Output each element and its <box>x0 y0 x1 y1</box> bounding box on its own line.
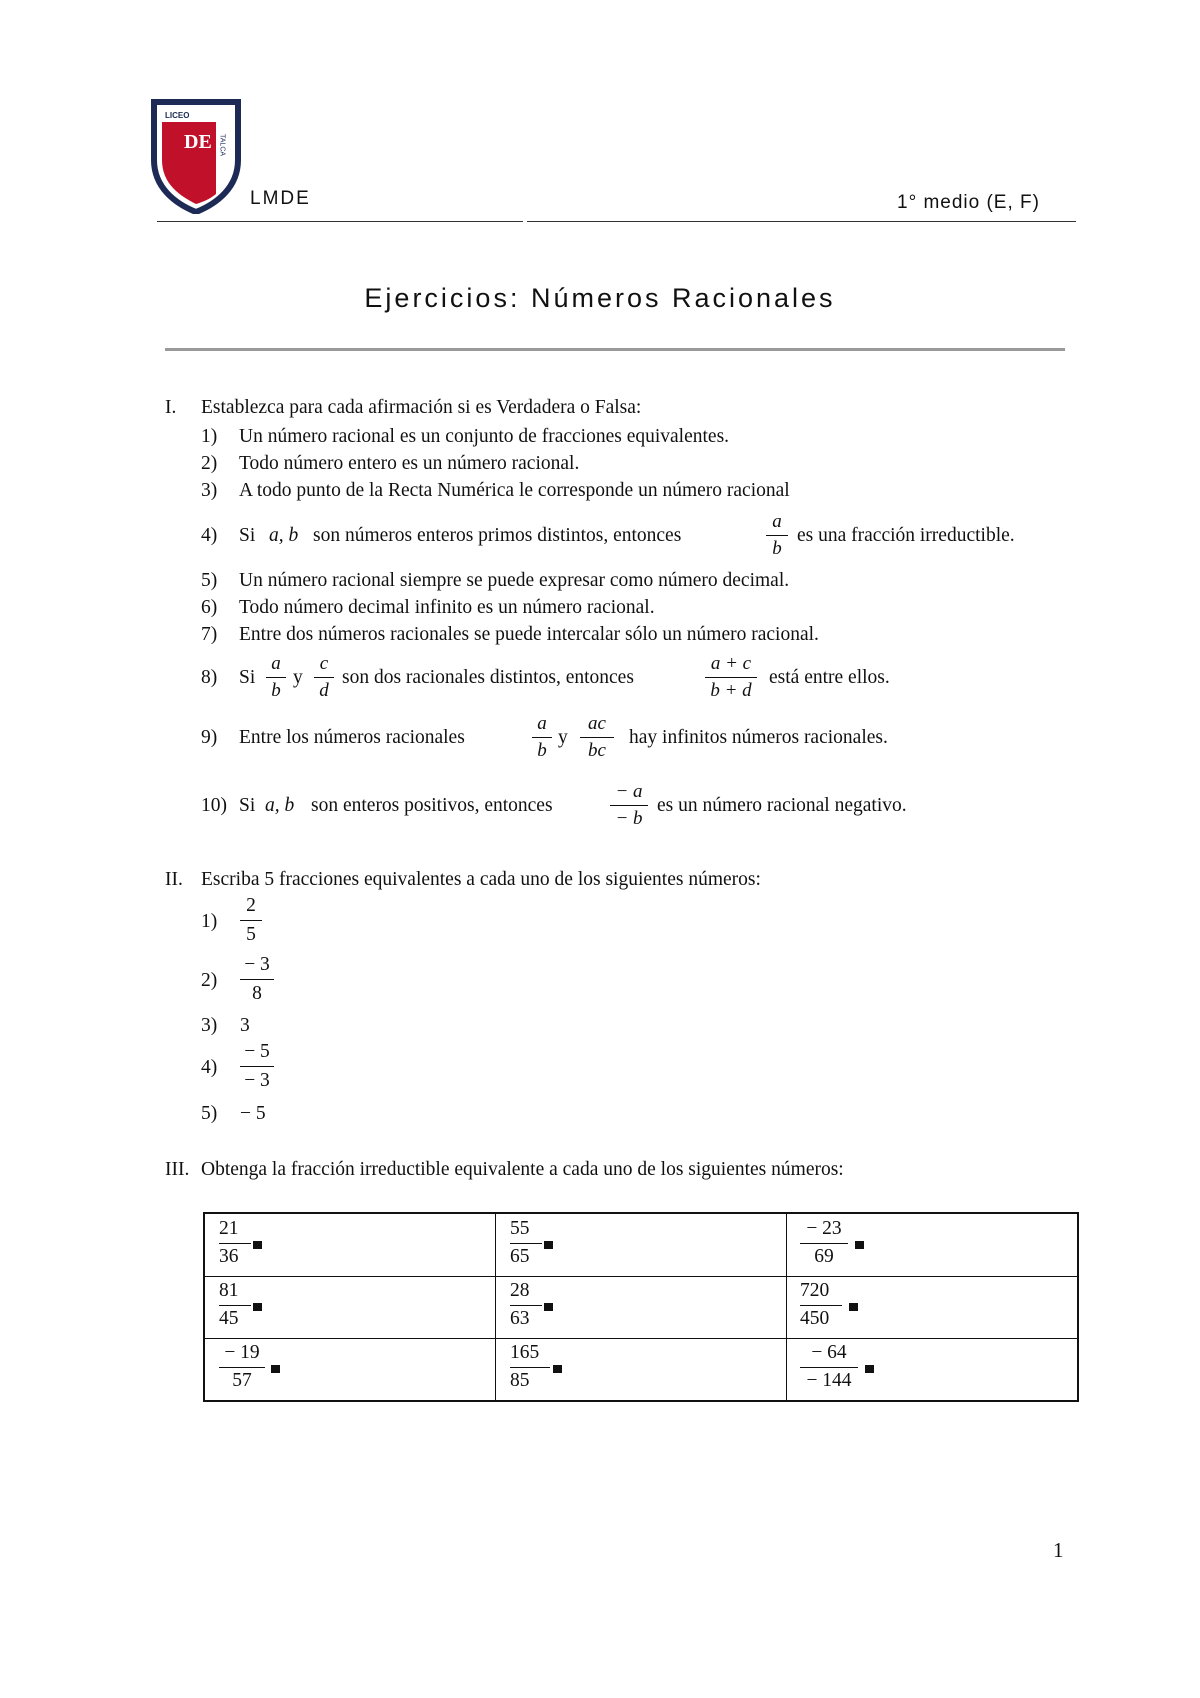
fraction-numerator: 28 <box>510 1280 530 1301</box>
statement-4-fraction <box>766 512 788 559</box>
table-cell-fraction <box>510 1342 550 1392</box>
statement-9-post: hay infinitos números racionales. <box>629 727 888 748</box>
statement-10-fraction <box>610 782 648 829</box>
statement-6-num: 6) <box>201 597 218 618</box>
statement-8-pre: Si <box>239 667 256 688</box>
fraction-numerator: − 3 <box>244 954 270 975</box>
fraction-denominator: 5 <box>246 924 256 945</box>
svg-text:DE: DE <box>184 131 212 153</box>
fraction-denominator: 65 <box>510 1246 530 1267</box>
statement-8-fraction-3 <box>705 654 757 701</box>
statement-5-num: 5) <box>201 570 218 591</box>
title-rule <box>165 348 1065 351</box>
number-4-num: 4) <box>201 1057 218 1078</box>
table-cell-fraction <box>800 1218 848 1268</box>
fraction-denominator: 57 <box>232 1370 252 1391</box>
answer-marker <box>849 1303 858 1311</box>
number-1-fraction <box>240 896 262 945</box>
answer-marker <box>855 1241 864 1249</box>
fraction-numerator: − 19 <box>224 1342 260 1363</box>
statement-9-y: y <box>558 727 568 748</box>
statement-4-mid: son números enteros primos distintos, entonces <box>313 525 682 546</box>
fraction-numerator: 165 <box>510 1342 540 1363</box>
fraction-numerator: c <box>319 653 329 674</box>
section-1-label: I. <box>165 397 177 418</box>
statement-9-fraction-2 <box>580 714 614 761</box>
table-cell-fraction <box>800 1342 858 1392</box>
number-5-value: − 5 <box>240 1103 266 1124</box>
table-cell-fraction <box>219 1280 251 1330</box>
fraction-denominator: 85 <box>510 1370 530 1391</box>
fraction-numerator: − a <box>615 781 643 802</box>
answer-marker <box>253 1241 262 1249</box>
answer-marker <box>271 1365 280 1373</box>
table-col-divider <box>786 1214 787 1400</box>
fraction-numerator: 2 <box>246 895 256 916</box>
section-2-heading: Escriba 5 fracciones equivalentes a cada uno de los siguientes números: <box>201 869 761 890</box>
course-label: 1° medio (E, F) <box>897 192 1040 213</box>
answer-marker <box>553 1365 562 1373</box>
statement-9-pre: Entre los números racionales <box>239 727 465 748</box>
fraction-denominator: 63 <box>510 1308 530 1329</box>
fraction-numerator: a + c <box>710 653 752 674</box>
statement-3-num: 3) <box>201 480 218 501</box>
fraction-numerator: − 23 <box>806 1218 842 1239</box>
number-4-fraction <box>240 1042 274 1091</box>
number-2-fraction <box>240 955 274 1004</box>
statement-2-num: 2) <box>201 453 218 474</box>
number-5-num: 5) <box>201 1103 218 1124</box>
table-cell-fraction <box>219 1218 251 1268</box>
statement-8-mid: son dos racionales distintos, entonces <box>342 667 634 688</box>
table-row-divider <box>205 1338 1077 1339</box>
statement-10-mid: son enteros positivos, entonces <box>311 795 553 816</box>
table-cell-fraction <box>800 1280 842 1330</box>
statement-10-pre: Si <box>239 795 256 816</box>
section-2-label: II. <box>165 869 183 890</box>
statement-10-post: es un número racional negativo. <box>657 795 907 816</box>
statement-8-y: y <box>293 667 303 688</box>
fraction-denominator: − 3 <box>244 1070 270 1091</box>
svg-text:LICEO: LICEO <box>165 111 190 120</box>
fraction-numerator: 720 <box>800 1280 830 1301</box>
fraction-denominator: 450 <box>800 1308 830 1329</box>
header-rule-left <box>157 221 523 222</box>
section-3-label: III. <box>165 1159 190 1180</box>
statement-4-vars: a, b <box>269 525 299 546</box>
fraction-denominator: bc <box>588 740 606 761</box>
statement-4-post: es una fracción irreductible. <box>797 525 1015 546</box>
statement-8-fraction-1 <box>266 654 286 701</box>
statement-8-num: 8) <box>201 667 218 688</box>
fraction-numerator: a <box>537 713 547 734</box>
answer-marker <box>253 1303 262 1311</box>
statement-4-num: 4) <box>201 525 218 546</box>
fraction-denominator: b + d <box>710 680 752 701</box>
section-1-heading: Establezca para cada afirmación si es Verdadera o Falsa: <box>201 397 642 418</box>
fraction-denominator: − b <box>615 808 643 829</box>
page-number: 1 <box>1053 1538 1064 1562</box>
statement-3-text: A todo punto de la Recta Numérica le corresponde un número racional <box>239 480 790 501</box>
fraction-denominator: b <box>271 680 281 701</box>
fraction-table <box>203 1212 1079 1402</box>
statement-8-post: está entre ellos. <box>769 667 890 688</box>
page-title: Ejercicios: Números Racionales <box>364 283 836 313</box>
statement-7-text: Entre dos números racionales se puede intercalar sólo un número racional. <box>239 624 819 645</box>
fraction-numerator: 55 <box>510 1218 530 1239</box>
statement-1-text: Un número racional es un conjunto de fracciones equivalentes. <box>239 426 730 447</box>
statement-5-text: Un número racional siempre se puede expresar como número decimal. <box>239 570 790 591</box>
svg-text:TALCA: TALCA <box>218 134 226 157</box>
table-col-divider <box>495 1214 496 1400</box>
statement-10-vars: a, b <box>265 795 295 816</box>
fraction-numerator: a <box>772 511 782 532</box>
statement-2-text: Todo número entero es un número racional. <box>239 453 580 474</box>
statement-9-num: 9) <box>201 727 218 748</box>
school-name: LMDE <box>250 188 311 209</box>
section-3-heading: Obtenga la fracción irreductible equivalente a cada uno de los siguientes números: <box>201 1159 844 1180</box>
number-3-num: 3) <box>201 1015 218 1036</box>
fraction-denominator: d <box>319 680 329 701</box>
statement-6-text: Todo número decimal infinito es un número racional. <box>239 597 655 618</box>
answer-marker <box>544 1303 553 1311</box>
fraction-numerator: − 5 <box>244 1041 270 1062</box>
statement-4-pre: Si <box>239 525 256 546</box>
fraction-numerator: a <box>271 653 281 674</box>
header-rule-right <box>527 221 1076 222</box>
fraction-denominator: − 144 <box>806 1370 852 1391</box>
fraction-denominator: 45 <box>219 1308 239 1329</box>
number-3-value: 3 <box>240 1015 250 1036</box>
fraction-denominator: 36 <box>219 1246 239 1267</box>
statement-10-num: 10) <box>201 795 227 816</box>
number-1-num: 1) <box>201 911 218 932</box>
fraction-numerator: 21 <box>219 1218 239 1239</box>
fraction-numerator: ac <box>588 713 606 734</box>
fraction-denominator: 8 <box>252 983 262 1004</box>
table-cell-fraction <box>510 1218 542 1268</box>
answer-marker <box>544 1241 553 1249</box>
school-crest-logo <box>150 98 242 214</box>
statement-1-num: 1) <box>201 426 218 447</box>
fraction-numerator: 81 <box>219 1280 239 1301</box>
fraction-denominator: 69 <box>814 1246 834 1267</box>
statement-8-fraction-2 <box>314 654 334 701</box>
table-row-divider <box>205 1276 1077 1277</box>
fraction-denominator: b <box>537 740 547 761</box>
statement-9-fraction-1 <box>532 714 552 761</box>
number-2-num: 2) <box>201 970 218 991</box>
fraction-numerator: − 64 <box>811 1342 847 1363</box>
fraction-denominator: b <box>772 538 782 559</box>
statement-7-num: 7) <box>201 624 218 645</box>
answer-marker <box>865 1365 874 1373</box>
table-cell-fraction <box>219 1342 265 1392</box>
table-cell-fraction <box>510 1280 542 1330</box>
